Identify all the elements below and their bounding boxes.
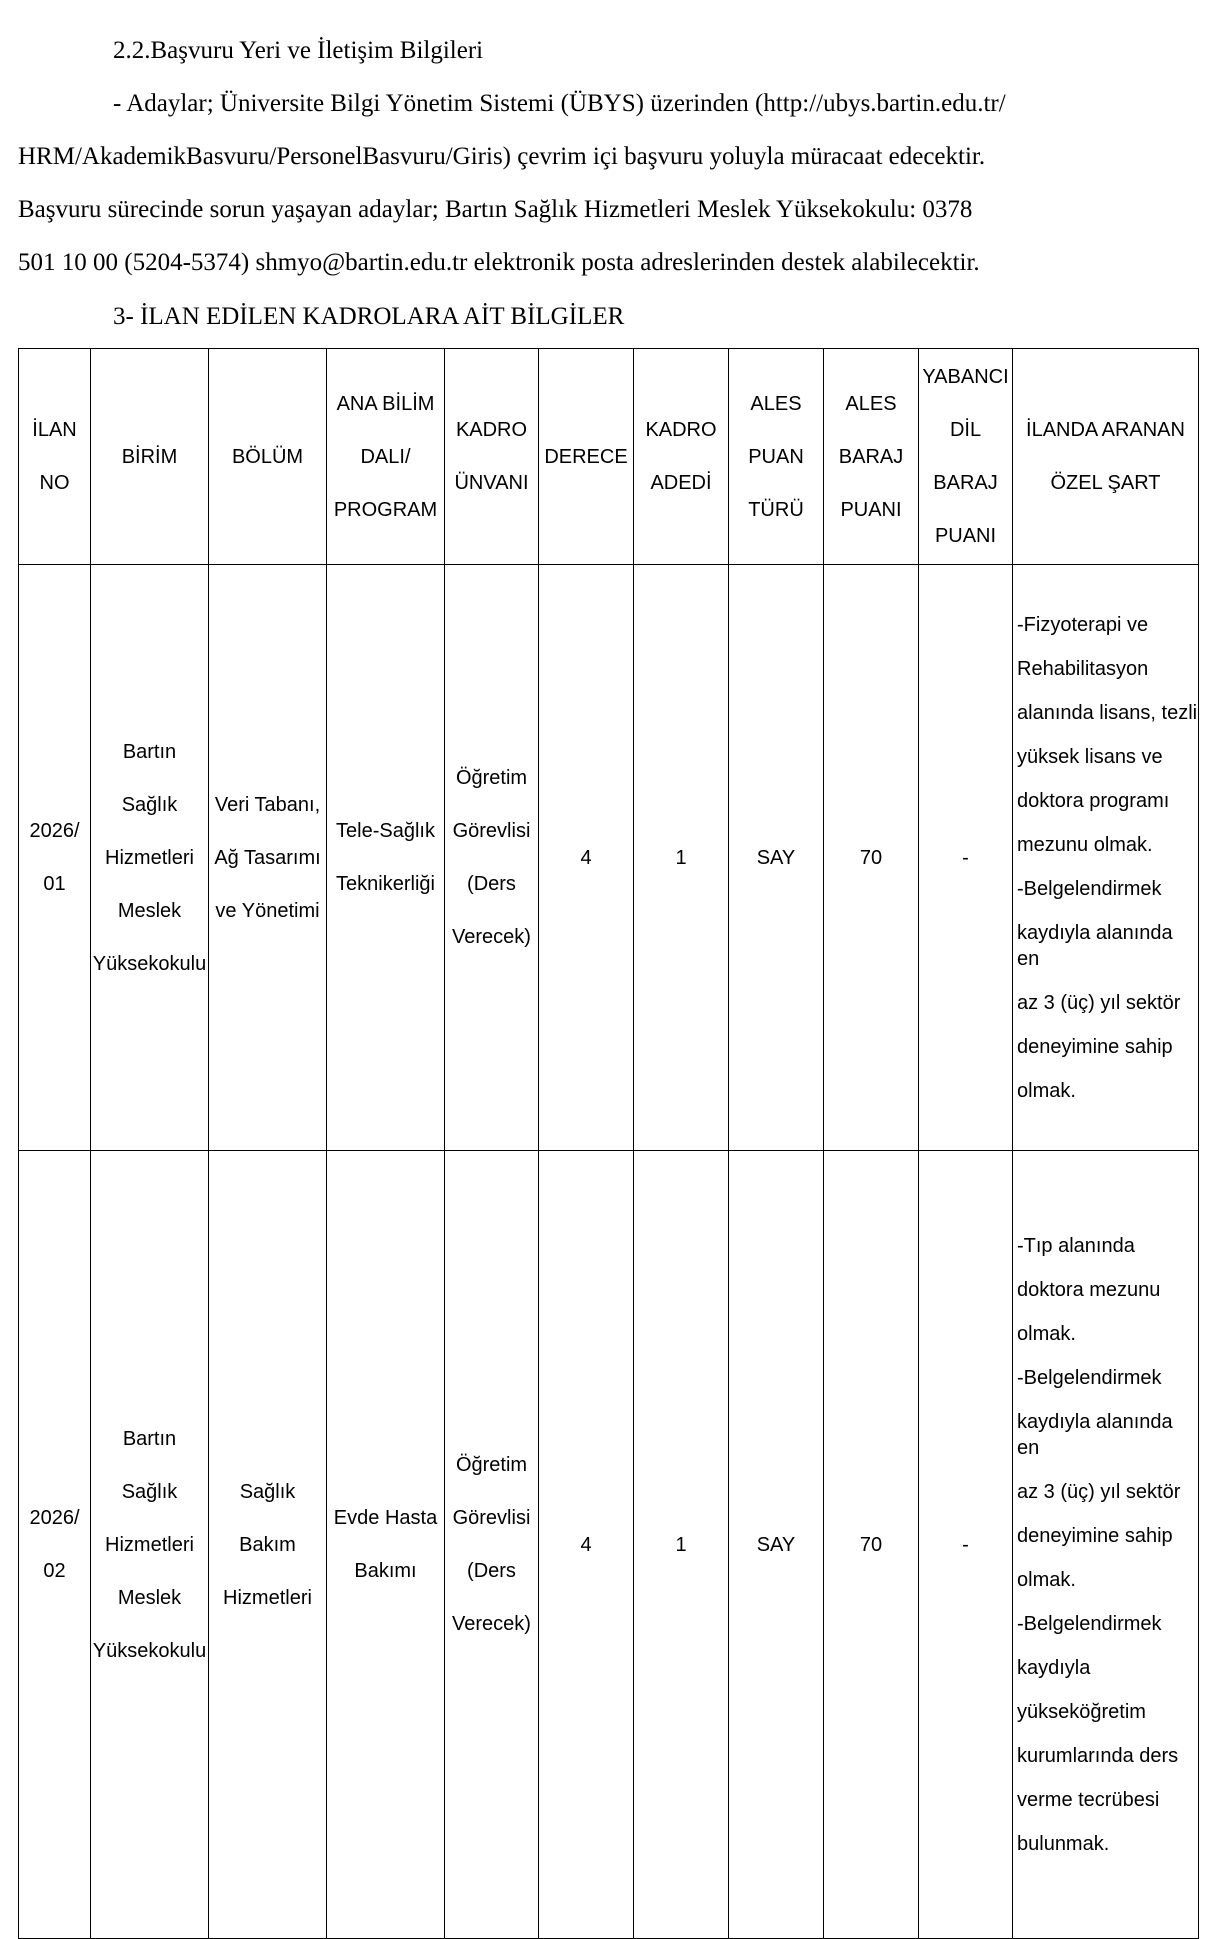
cell-ozel-sart-line: kaydıyla	[1017, 1656, 1091, 1679]
header-cell-line: BARAJ	[838, 445, 904, 468]
positions-table	[18, 348, 1199, 1939]
cell-kadro-unvani-line: (Ders	[467, 873, 516, 895]
cell-ozel-sart-line: yükseköğretim	[1017, 1700, 1146, 1723]
cell-kadro-adedi-value: 1	[675, 1533, 687, 1556]
header-cell-line: DERECE	[544, 445, 628, 468]
cell-ales-puan-turu-value: SAY	[756, 846, 796, 869]
cell-ilan-no	[19, 565, 91, 1151]
header-cell-line: PUANI	[840, 498, 902, 521]
cell-ilan-no-line: 2026/	[29, 1507, 80, 1529]
cell-ozel-sart-line: -Fizyoterapi ve	[1017, 613, 1149, 636]
cell-derece-value: 4	[580, 1533, 592, 1556]
header-cell	[209, 349, 327, 565]
cell-kadro-adedi	[634, 1151, 729, 1939]
cell-derece-value: 4	[580, 846, 592, 869]
cell-bolum-line: Sağlık	[239, 1480, 296, 1503]
header-cell	[539, 349, 634, 565]
cell-birim-line: Meslek	[117, 899, 182, 922]
cell-derece	[539, 565, 634, 1151]
cell-birim-line: Hizmetleri	[105, 846, 194, 869]
header-cell-line: KADRO	[455, 419, 528, 441]
cell-birim-line: Meslek	[117, 1586, 182, 1609]
cell-birim-line: Sağlık	[121, 1480, 178, 1503]
header-cell-line: PUAN	[748, 445, 804, 468]
cell-bolum-line: Ağ Tasarımı	[214, 846, 321, 869]
cell-ilan-no	[19, 1151, 91, 1939]
cell-kadro-unvani-line: Görevlisi	[452, 1507, 531, 1529]
section-2-2-heading: 2.2.Başvuru Yeri ve İletişim Bilgileri	[113, 37, 484, 64]
header-cell-line: ÖZEL ŞART	[1050, 472, 1161, 494]
paragraph-line-4: 501 10 00 (5204-5374) shmyo@bartin.edu.tr elektronik posta adreslerinden destek alabilecektir.	[18, 249, 980, 276]
paragraph-line-1: - Adaylar; Üniversite Bilgi Yönetim Sistemi (ÜBYS) üzerinden (http://ubys.bartin.edu.tr/	[113, 90, 1006, 117]
cell-ozel-sart-line: az 3 (üç) yıl sektör	[1017, 991, 1181, 1014]
header-cell	[1013, 349, 1199, 565]
cell-ozel-sart-line: doktora mezunu	[1017, 1278, 1161, 1301]
cell-program-line: Tele-Sağlık	[336, 820, 435, 842]
cell-kadro-unvani	[445, 1151, 539, 1939]
cell-birim	[91, 1151, 209, 1939]
table-header-row	[19, 349, 1199, 565]
header-cell	[824, 349, 919, 565]
header-cell-line: İLANDA ARANAN	[1026, 419, 1185, 441]
header-cell-line: BÖLÜM	[231, 445, 304, 468]
header-cell	[19, 349, 91, 565]
cell-bolum	[209, 565, 327, 1151]
cell-kadro-unvani-line: Görevlisi	[452, 820, 531, 842]
cell-kadro-unvani-line: Öğretim	[455, 767, 528, 789]
header-cell-line: NO	[39, 472, 70, 494]
header-cell-line: İLAN	[32, 419, 77, 441]
cell-kadro-adedi	[634, 565, 729, 1151]
cell-ozel-sart	[1013, 565, 1199, 1151]
cell-ales-baraj-puani-value: 70	[859, 846, 883, 869]
header-cell	[91, 349, 209, 565]
cell-ozel-sart-line: -Belgelendirmek	[1017, 877, 1162, 900]
cell-ozel-sart-line: verme tecrübesi	[1017, 1788, 1160, 1811]
cell-ales-baraj-puani-value: 70	[859, 1533, 883, 1556]
cell-kadro-unvani-line: Verecek)	[452, 1613, 531, 1635]
table-row	[19, 1151, 1199, 1939]
cell-derece	[539, 1151, 634, 1939]
cell-yabanci-dil-baraj	[919, 565, 1013, 1151]
cell-ozel-sart-line: doktora programı	[1017, 789, 1170, 812]
cell-birim-line: Sağlık	[121, 793, 178, 816]
cell-ozel-sart-line: -Belgelendirmek	[1017, 1366, 1162, 1389]
cell-birim-line: Yüksekokulu	[92, 1639, 207, 1662]
cell-ales-puan-turu	[729, 565, 824, 1151]
paragraph-line-2: HRM/AkademikBasvuru/PersonelBasvuru/Giris) çevrim içi başvuru yoluyla müracaat edecektir.	[18, 143, 986, 170]
cell-ozel-sart-line: deneyimine sahip	[1017, 1035, 1173, 1058]
cell-yabanci-dil-baraj-value: -	[962, 1533, 969, 1556]
cell-ilan-no-line: 2026/	[29, 820, 80, 842]
cell-kadro-unvani-line: Öğretim	[455, 1454, 528, 1476]
cell-ales-puan-turu	[729, 1151, 824, 1939]
header-cell-line: ADEDİ	[650, 472, 712, 494]
cell-program-line: Teknikerliği	[336, 873, 435, 895]
cell-kadro-adedi-value: 1	[675, 846, 687, 869]
cell-ozel-sart-line: kaydıyla alanında en	[1017, 921, 1173, 970]
cell-kadro-unvani-line: (Ders	[467, 1560, 516, 1582]
cell-kadro-unvani	[445, 565, 539, 1151]
cell-yabanci-dil-baraj	[919, 1151, 1013, 1939]
cell-ozel-sart-line: Rehabilitasyon	[1017, 657, 1149, 680]
paragraph-line-3: Başvuru sürecinde sorun yaşayan adaylar; Bartın Sağlık Hizmetleri Meslek Yüksekokulu: 0378	[18, 196, 973, 223]
cell-ales-baraj-puani	[824, 1151, 919, 1939]
cell-ilan-no-line: 01	[43, 873, 66, 895]
cell-ozel-sart-line: olmak.	[1017, 1079, 1076, 1102]
header-cell-line: DALI/	[360, 445, 411, 468]
cell-program	[327, 1151, 445, 1939]
cell-ozel-sart-line: yüksek lisans ve	[1017, 745, 1163, 768]
cell-bolum	[209, 1151, 327, 1939]
header-cell	[327, 349, 445, 565]
header-cell-line: ANA BİLİM	[336, 392, 435, 415]
header-cell-line: PROGRAM	[333, 498, 438, 521]
section-3-heading: 3- İLAN EDİLEN KADROLARA AİT BİLGİLER	[113, 303, 625, 330]
cell-ozel-sart-line: kurumlarında ders	[1017, 1744, 1179, 1767]
header-cell-line: TÜRÜ	[748, 498, 804, 521]
cell-ozel-sart-line: mezunu olmak.	[1017, 833, 1153, 856]
cell-birim-line: Bartın	[122, 1427, 177, 1450]
cell-ozel-sart	[1013, 1151, 1199, 1939]
header-cell-line: ALES	[845, 392, 897, 415]
cell-ales-baraj-puani	[824, 565, 919, 1151]
cell-bolum-line: Bakım	[239, 1533, 296, 1556]
cell-ozel-sart-line: olmak.	[1017, 1568, 1076, 1591]
cell-birim	[91, 565, 209, 1151]
cell-ozel-sart-line: deneyimine sahip	[1017, 1524, 1173, 1547]
table-row	[19, 565, 1199, 1151]
cell-kadro-unvani-line: Verecek)	[452, 926, 531, 948]
cell-birim-line: Hizmetleri	[105, 1533, 194, 1556]
cell-program-line: Evde Hasta	[333, 1507, 438, 1529]
header-cell-line: PUANI	[934, 525, 997, 547]
cell-ales-puan-turu-value: SAY	[756, 1533, 796, 1556]
cell-ozel-sart-line: -Belgelendirmek	[1017, 1612, 1162, 1635]
header-cell	[729, 349, 824, 565]
header-cell-line: YABANCI	[922, 366, 1009, 388]
cell-bolum-line: ve Yönetimi	[215, 899, 320, 922]
cell-ozel-sart-line: az 3 (üç) yıl sektör	[1017, 1480, 1181, 1503]
cell-birim-line: Yüksekokulu	[92, 952, 207, 975]
cell-program-line: Bakımı	[354, 1560, 417, 1582]
cell-birim-line: Bartın	[122, 740, 177, 763]
cell-ozel-sart-line: bulunmak.	[1017, 1832, 1110, 1855]
header-cell-line: ALES	[750, 392, 802, 415]
cell-ozel-sart-line: -Tıp alanında	[1017, 1234, 1135, 1257]
header-cell-line: ÜNVANI	[454, 472, 529, 494]
cell-ozel-sart-line: alanında lisans, tezli	[1017, 701, 1198, 724]
cell-bolum-line: Veri Tabanı,	[214, 793, 321, 816]
cell-yabanci-dil-baraj-value: -	[962, 846, 969, 869]
header-cell-line: BİRİM	[121, 445, 178, 468]
header-cell-line: DİL	[949, 419, 982, 441]
cell-ozel-sart-line: olmak.	[1017, 1322, 1076, 1345]
header-cell-line: KADRO	[645, 419, 717, 441]
cell-ozel-sart-line: kaydıyla alanında en	[1017, 1410, 1173, 1459]
cell-bolum-line: Hizmetleri	[223, 1586, 312, 1609]
header-cell-line: BARAJ	[933, 472, 998, 494]
header-cell	[634, 349, 729, 565]
cell-program	[327, 565, 445, 1151]
header-cell	[919, 349, 1013, 565]
header-cell	[445, 349, 539, 565]
cell-ilan-no-line: 02	[43, 1560, 66, 1582]
